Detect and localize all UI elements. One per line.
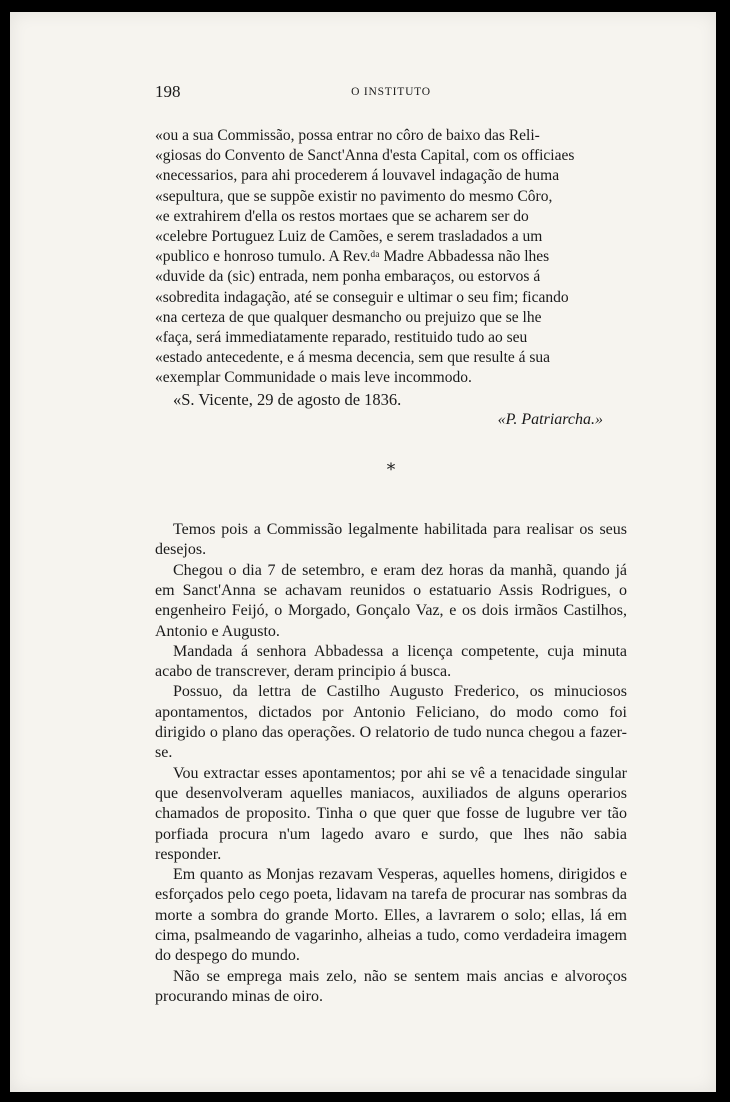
quote-line: «na certeza de que qualquer desmancho ou prejuizo que se lhe: [155, 308, 542, 326]
section-separator: *: [386, 460, 396, 481]
quote-line: «exemplar Communidade o mais leve incommodo.: [155, 369, 472, 387]
paragraph: Temos pois a Commissão legalmente habilitada para realisar os seus desejos.: [155, 521, 627, 559]
paragraph: Em quanto as Monjas rezavam Vesperas, aquelles homens, dirigidos e esforçados pelo cego poeta, lidavam na tarefa de procurar nas sombras da morte a sombra do grande Morto. Elles, a lavrarem o solo; ellas, lá em cima, psalmeando de vagarinho, alheias a tudo, como verdadeira imagem do despego do mundo.: [155, 866, 627, 965]
body-text: [155, 520, 627, 1007]
paragraph: Chegou o dia 7 de setembro, e eram dez horas da manhã, quando já em Sanct'Anna se achavam reunidos o estatuario Assis Rodrigues, o engenheiro Feijó, o Morgado, Gonçalo Vaz, e os dois irmãos Castilhos, Antonio e Augusto.: [155, 561, 627, 640]
quoted-license: [155, 126, 627, 430]
text-block: [155, 82, 627, 1007]
quote-line: «publico e honroso tumulo. A Rev.ᵈᵃ Madre Abbadessa não lhes: [155, 248, 550, 266]
quote-line: «duvide da (sic) entrada, nem ponha embaraços, ou estorvos á: [155, 268, 541, 286]
quote-line: «necessarios, para ahi procederem á louvavel indagação de huma: [155, 167, 560, 185]
page-number: 198: [155, 82, 181, 101]
quote-signature: «P. Patriarcha.»: [497, 410, 603, 428]
quote-line: «sobredita indagação, até se conseguir e ultimar o seu fim; ficando: [155, 288, 569, 306]
paragraph: Não se emprega mais zelo, não se sentem mais ancias e alvoroços procurando minas de oiro.: [155, 967, 627, 1005]
quote-line: «celebre Portuguez Luiz de Camões, e serem trasladados a um: [155, 228, 543, 246]
quote-line: «sepultura, que se suppõe existir no pavimento do mesmo Côro,: [155, 187, 553, 205]
quote-line: «giosas do Convento de Sanct'Anna d'esta Capital, com os officiaes: [155, 147, 575, 165]
running-head: O INSTITUTO: [351, 86, 431, 98]
page-header: [155, 82, 627, 110]
paragraph: Possuo, da lettra de Castilho Augusto Frederico, os minuciosos apontamentos, dictados por Antonio Feliciano, do modo como foi dirigido o plano das operações. O relatorio de tudo nunca chegou a fazer-se.: [155, 683, 627, 762]
paragraph: Vou extractar esses apontamentos; por ahi se vê a tenacidade singular que desenvolveram aquelles maniacos, auxiliados de alguns operarios chamados de proposito. Tinha o que quer que fosse de lugubre ver tão porfiada procura n'um lagedo avaro e surdo, que lhes não sabia responder.: [155, 764, 627, 863]
quote-line: «estado antecedente, e á mesma decencia, sem que resulte á sua: [155, 349, 551, 367]
quote-line: «e extrahirem d'ella os restos mortaes que se acharem ser do: [155, 207, 529, 225]
paragraph: Mandada á senhora Abbadessa a licença competente, cuja minuta acabo de transcrever, deram principio á busca.: [155, 642, 627, 681]
quote-line: «faça, será immediatamente reparado, restituido tudo ao seu: [155, 329, 528, 347]
quote-line: «ou a sua Commissão, possa entrar no côro de baixo das Reli-: [155, 127, 540, 144]
quote-date-line: «S. Vicente, 29 de agosto de 1836.: [173, 389, 402, 409]
